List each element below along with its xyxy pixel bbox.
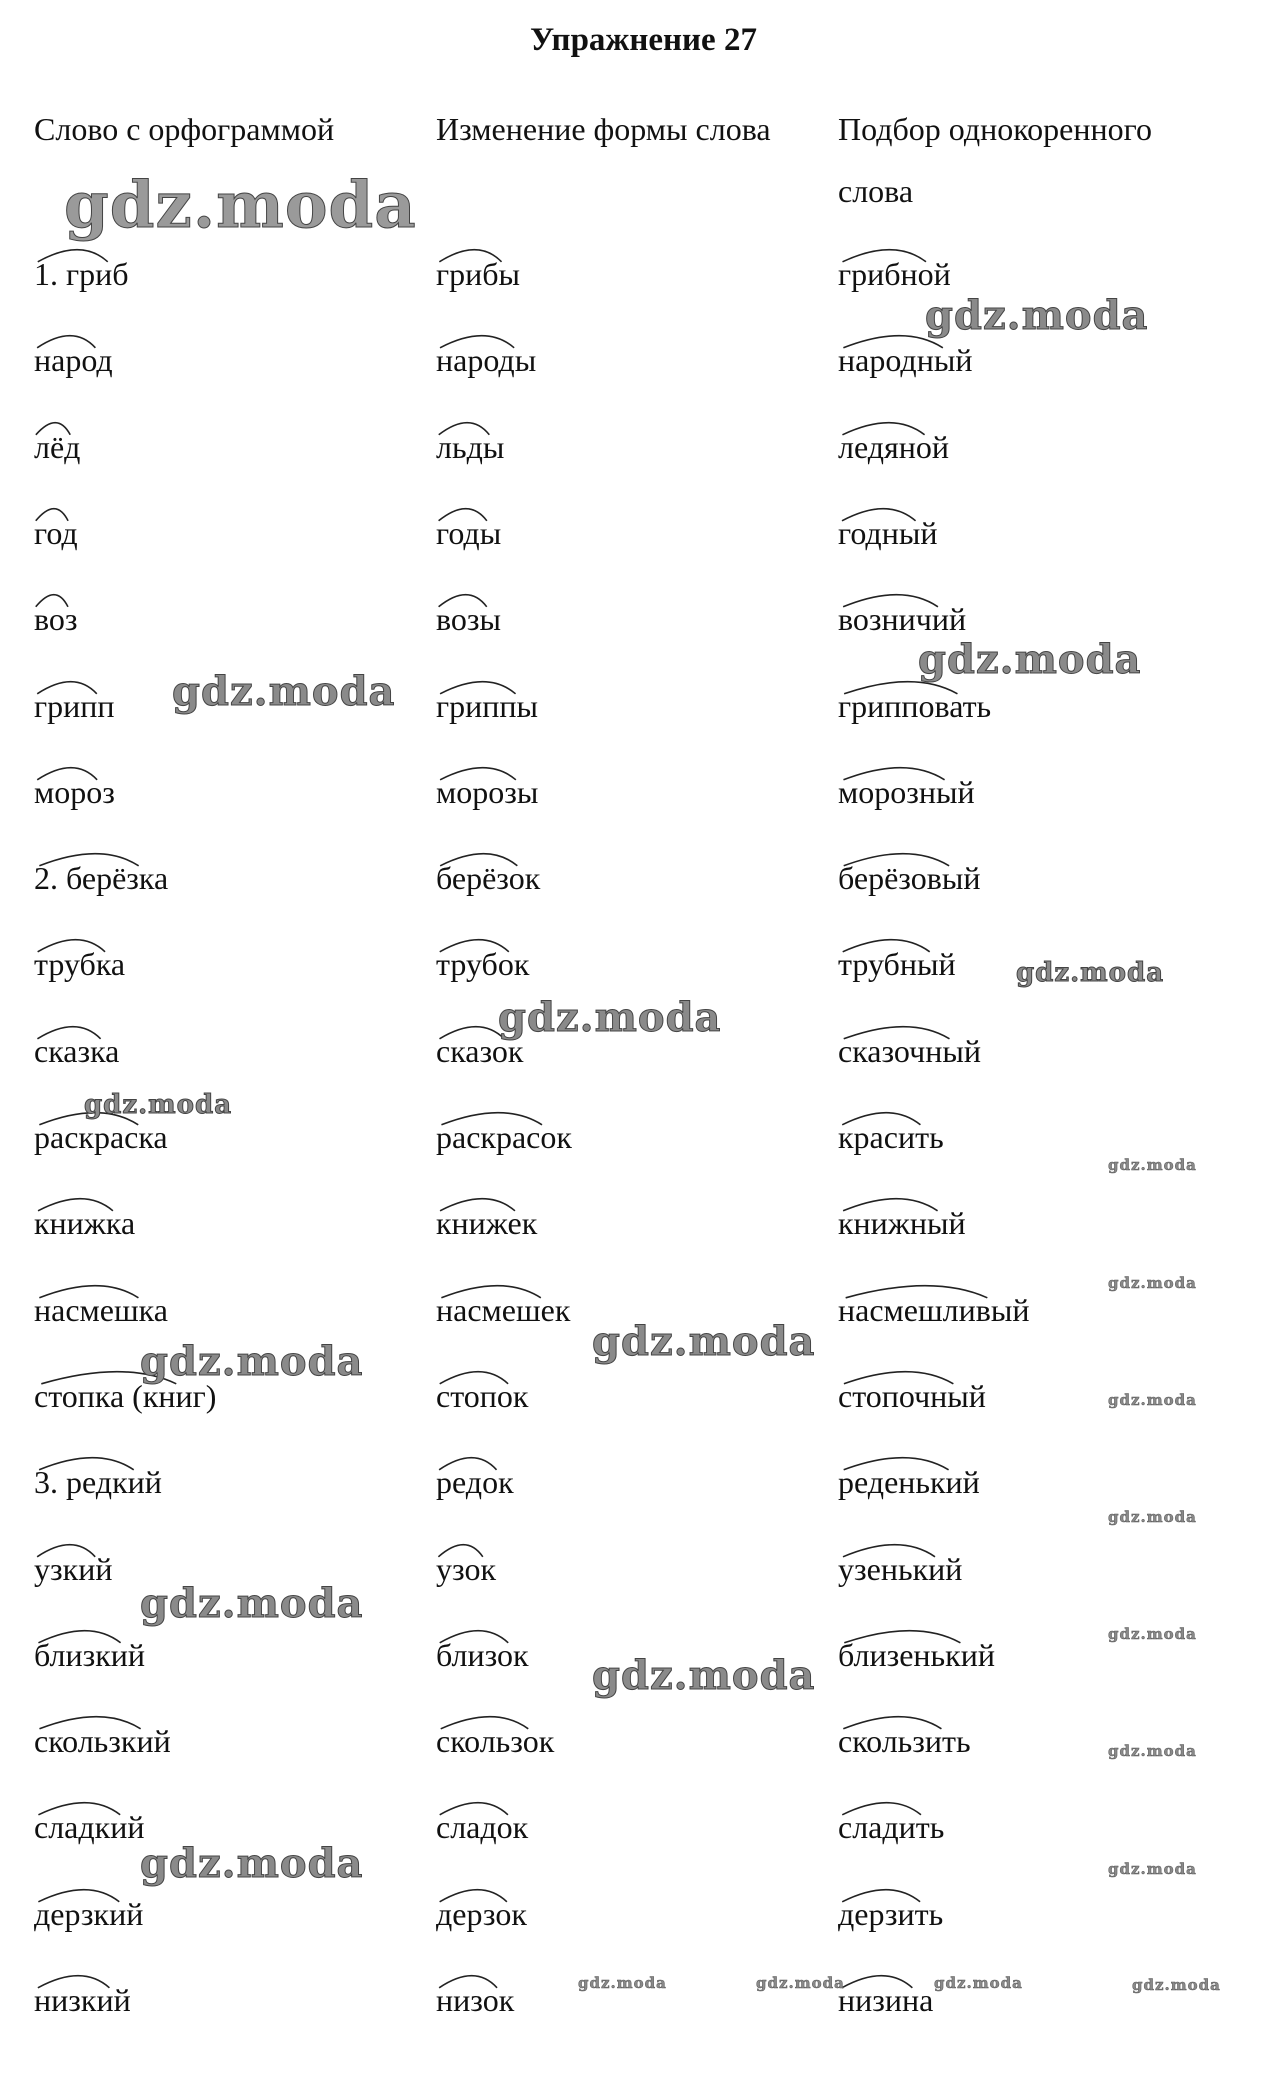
cell-form-change [436, 342, 536, 379]
root-arc-mark [34, 242, 129, 264]
word-text: сладкий [34, 1809, 144, 1846]
root-arc-mark [34, 1623, 145, 1645]
cell-cognate-word [838, 860, 980, 897]
watermark: gdz.moda [172, 668, 396, 715]
word-text: год [34, 515, 78, 552]
cell-cognate-word [838, 1205, 966, 1242]
root-arc-mark [436, 587, 501, 609]
word-text: берёзок [436, 860, 540, 897]
root-arc-mark [34, 415, 80, 437]
watermark: gdz.moda [1108, 1625, 1197, 1643]
root-arc-mark [436, 1623, 529, 1645]
cell-word-with-orthogram [34, 1896, 143, 1933]
word-text: сладок [436, 1809, 528, 1846]
cell-cognate-word [838, 946, 956, 983]
watermark: gdz.moda [84, 1090, 233, 1120]
word-text: сладить [838, 1809, 944, 1846]
word-text: стопочный [838, 1378, 986, 1415]
cell-form-change [436, 1464, 514, 1501]
word-text: 3. редкий [34, 1464, 162, 1501]
cell-form-change [436, 946, 529, 983]
cell-word-with-orthogram [34, 256, 129, 293]
word-text: скользок [436, 1723, 554, 1760]
cell-form-change [436, 1551, 496, 1588]
watermark: gdz.moda [592, 1652, 816, 1699]
root-arc-mark [838, 501, 937, 523]
cell-form-change [436, 1982, 514, 2019]
word-text: трубок [436, 946, 529, 983]
root-arc-mark [34, 1450, 162, 1472]
word-text: трубка [34, 946, 125, 983]
root-arc-mark [838, 1105, 944, 1127]
watermark: gdz.moda [140, 1338, 364, 1385]
root-arc-mark [436, 1191, 537, 1213]
watermark: gdz.moda [1108, 1156, 1197, 1174]
root-arc-mark [838, 1364, 986, 1386]
root-arc-mark [838, 1019, 981, 1041]
root-arc-mark [436, 1968, 514, 1990]
root-arc-mark [436, 1105, 572, 1127]
word-text: близок [436, 1637, 529, 1674]
root-arc-mark [34, 674, 115, 696]
cell-form-change [436, 1896, 527, 1933]
word-text: грипп [34, 688, 115, 725]
word-text: ледяной [838, 429, 949, 466]
cell-form-change [436, 429, 504, 466]
word-text: морозный [838, 774, 975, 811]
root-arc-mark [436, 1364, 528, 1386]
word-text: трубный [838, 946, 956, 983]
root-arc-mark [436, 242, 520, 264]
root-arc-mark [34, 846, 168, 868]
root-arc-mark [436, 415, 504, 437]
cell-cognate-word [838, 1119, 944, 1156]
cell-cognate-word [838, 1637, 995, 1674]
watermark: gdz.moda [140, 1580, 364, 1627]
root-arc-mark [34, 1537, 112, 1559]
cell-word-with-orthogram [34, 429, 80, 466]
root-arc-mark [838, 1882, 943, 1904]
cell-word-with-orthogram [34, 342, 113, 379]
cell-word-with-orthogram [34, 601, 78, 638]
word-text: стопок [436, 1378, 528, 1415]
root-arc-mark [436, 846, 540, 868]
cell-word-with-orthogram [34, 1551, 112, 1588]
word-text: насмешливый [838, 1292, 1029, 1329]
cell-word-with-orthogram [34, 774, 115, 811]
root-arc-mark [838, 1968, 933, 1990]
cell-form-change [436, 774, 538, 811]
word-text: сказок [436, 1033, 523, 1070]
header-cognate-line-1: Подбор однокоренного [838, 111, 1152, 147]
root-arc-mark [34, 587, 78, 609]
watermark: gdz.moda [1016, 958, 1165, 988]
cell-cognate-word [838, 515, 937, 552]
cell-cognate-word [838, 1378, 986, 1415]
word-text: насмешек [436, 1292, 570, 1329]
word-text: народы [436, 342, 536, 379]
watermark: gdz.moda [1132, 1976, 1221, 1994]
word-text: насмешка [34, 1292, 168, 1329]
cell-cognate-word [838, 1464, 980, 1501]
cell-form-change [436, 1119, 572, 1156]
word-text: гриппы [436, 688, 538, 725]
word-text: красить [838, 1119, 944, 1156]
watermark: gdz.moda [918, 636, 1142, 683]
cell-word-with-orthogram [34, 1464, 162, 1501]
word-text: низок [436, 1982, 514, 2019]
root-arc-mark [436, 932, 529, 954]
cell-word-with-orthogram [34, 1119, 168, 1156]
word-text: дерзить [838, 1896, 943, 1933]
root-arc-mark [838, 1537, 962, 1559]
word-text: дерзок [436, 1896, 527, 1933]
word-text: грибы [436, 256, 520, 293]
cell-cognate-word [838, 1982, 933, 2019]
word-text: скользить [838, 1723, 971, 1760]
cell-cognate-word [838, 1033, 981, 1070]
root-arc-mark [838, 1623, 995, 1645]
word-text: низкий [34, 1982, 131, 2019]
word-text: книжек [436, 1205, 537, 1242]
root-arc-mark [436, 328, 536, 350]
cell-word-with-orthogram [34, 1205, 135, 1242]
root-arc-mark [436, 501, 501, 523]
root-arc-mark [34, 1191, 135, 1213]
root-arc-mark [34, 501, 78, 523]
word-text: годный [838, 515, 937, 552]
root-arc-mark [838, 1709, 971, 1731]
root-arc-mark [436, 1795, 528, 1817]
word-text: воз [34, 601, 78, 638]
header-cognate-line-2: слова [838, 173, 914, 209]
exercise-title: Упражнение 27 [530, 22, 757, 58]
root-arc-mark [436, 1709, 554, 1731]
root-arc-mark [838, 415, 949, 437]
cell-form-change [436, 860, 540, 897]
watermark: gdz.moda [592, 1318, 816, 1365]
header-cognate-word [838, 98, 1152, 222]
root-arc-mark [34, 1968, 131, 1990]
word-text: сказка [34, 1033, 119, 1070]
cell-cognate-word [838, 429, 949, 466]
cell-word-with-orthogram [34, 1033, 119, 1070]
cell-form-change [436, 1205, 537, 1242]
watermark: gdz.moda [756, 1974, 845, 1992]
root-arc-mark [436, 1450, 514, 1472]
cell-form-change [436, 688, 538, 725]
word-text: мороз [34, 774, 115, 811]
root-arc-mark [436, 1882, 527, 1904]
root-arc-mark [838, 1450, 980, 1472]
word-text: возничий [838, 601, 966, 638]
word-text: дерзкий [34, 1896, 143, 1933]
root-arc-mark [34, 760, 115, 782]
watermark: gdz.moda [934, 1974, 1023, 1992]
word-text: близенький [838, 1637, 995, 1674]
watermark: gdz.moda [1108, 1391, 1197, 1409]
cell-form-change [436, 256, 520, 293]
watermark: gdz.moda [1108, 1742, 1197, 1760]
watermark: gdz.moda [498, 994, 722, 1041]
root-arc-mark [838, 846, 980, 868]
watermark: gdz.moda [925, 292, 1149, 339]
root-arc-mark [436, 760, 538, 782]
root-arc-mark [436, 674, 538, 696]
root-arc-mark [838, 1191, 966, 1213]
header-word-with-orthogram: Слово с орфограммой [34, 111, 335, 147]
word-text: 1. гриб [34, 256, 129, 293]
word-text: узенький [838, 1551, 962, 1588]
cell-word-with-orthogram [34, 1982, 131, 2019]
word-text: льды [436, 429, 504, 466]
root-arc-mark [34, 328, 113, 350]
root-arc-mark [838, 760, 975, 782]
word-text: скользкий [34, 1723, 171, 1760]
cell-cognate-word [838, 1896, 943, 1933]
root-arc-mark [34, 1709, 171, 1731]
root-arc-mark [838, 1795, 944, 1817]
cell-cognate-word [838, 1292, 1029, 1329]
root-arc-mark [34, 1019, 119, 1041]
cell-cognate-word [838, 1723, 971, 1760]
cell-cognate-word [838, 774, 975, 811]
word-text: берёзовый [838, 860, 980, 897]
word-text: гриппoвать [838, 688, 991, 725]
watermark: gdz.moda [578, 1974, 667, 1992]
cell-form-change [436, 1292, 570, 1329]
word-text: народный [838, 342, 972, 379]
root-arc-mark [838, 242, 951, 264]
cell-word-with-orthogram [34, 1637, 145, 1674]
cell-word-with-orthogram [34, 860, 168, 897]
word-text: лёд [34, 429, 80, 466]
word-text: узок [436, 1551, 496, 1588]
cell-word-with-orthogram [34, 688, 115, 725]
watermark: gdz.moda [64, 168, 417, 243]
word-text: близкий [34, 1637, 145, 1674]
word-text: книжка [34, 1205, 135, 1242]
word-text: народ [34, 342, 113, 379]
cell-form-change [436, 515, 501, 552]
word-text: раскраска [34, 1119, 168, 1156]
root-arc-mark [34, 932, 125, 954]
word-text: 2. берёзка [34, 860, 168, 897]
word-text: редок [436, 1464, 514, 1501]
word-text: грибной [838, 256, 951, 293]
watermark: gdz.moda [1108, 1274, 1197, 1292]
root-arc-mark [436, 1537, 496, 1559]
cell-form-change [436, 1809, 528, 1846]
cell-cognate-word [838, 688, 991, 725]
word-text: сказочный [838, 1033, 981, 1070]
cell-word-with-orthogram [34, 515, 78, 552]
header-form-change: Изменение формы слова [436, 111, 771, 147]
word-text: книжный [838, 1205, 966, 1242]
cell-form-change [436, 1723, 554, 1760]
root-arc-mark [34, 1882, 143, 1904]
cell-word-with-orthogram [34, 946, 125, 983]
cell-form-change [436, 1378, 528, 1415]
root-arc-mark [34, 1795, 144, 1817]
cell-word-with-orthogram [34, 1809, 144, 1846]
word-text: морозы [436, 774, 538, 811]
cell-cognate-word [838, 601, 966, 638]
watermark: gdz.moda [1108, 1508, 1197, 1526]
word-text: возы [436, 601, 501, 638]
cell-word-with-orthogram [34, 1292, 168, 1329]
cell-cognate-word [838, 1551, 962, 1588]
watermark: gdz.moda [140, 1840, 364, 1887]
cell-cognate-word [838, 256, 951, 293]
root-arc-mark [838, 932, 956, 954]
cell-cognate-word [838, 342, 972, 379]
word-text: раскрасок [436, 1119, 572, 1156]
root-arc-mark [838, 587, 966, 609]
cell-cognate-word [838, 1809, 944, 1846]
word-text: реденький [838, 1464, 980, 1501]
watermark: gdz.moda [1108, 1860, 1197, 1878]
word-text: годы [436, 515, 501, 552]
root-arc-mark [436, 1278, 570, 1300]
word-text: стопка (книг) [34, 1378, 216, 1415]
root-arc-mark [838, 1278, 1029, 1300]
word-text: низина [838, 1982, 933, 2019]
root-arc-mark [34, 1278, 168, 1300]
cell-form-change [436, 601, 501, 638]
cell-word-with-orthogram [34, 1723, 171, 1760]
word-text: узкий [34, 1551, 112, 1588]
cell-form-change [436, 1637, 529, 1674]
